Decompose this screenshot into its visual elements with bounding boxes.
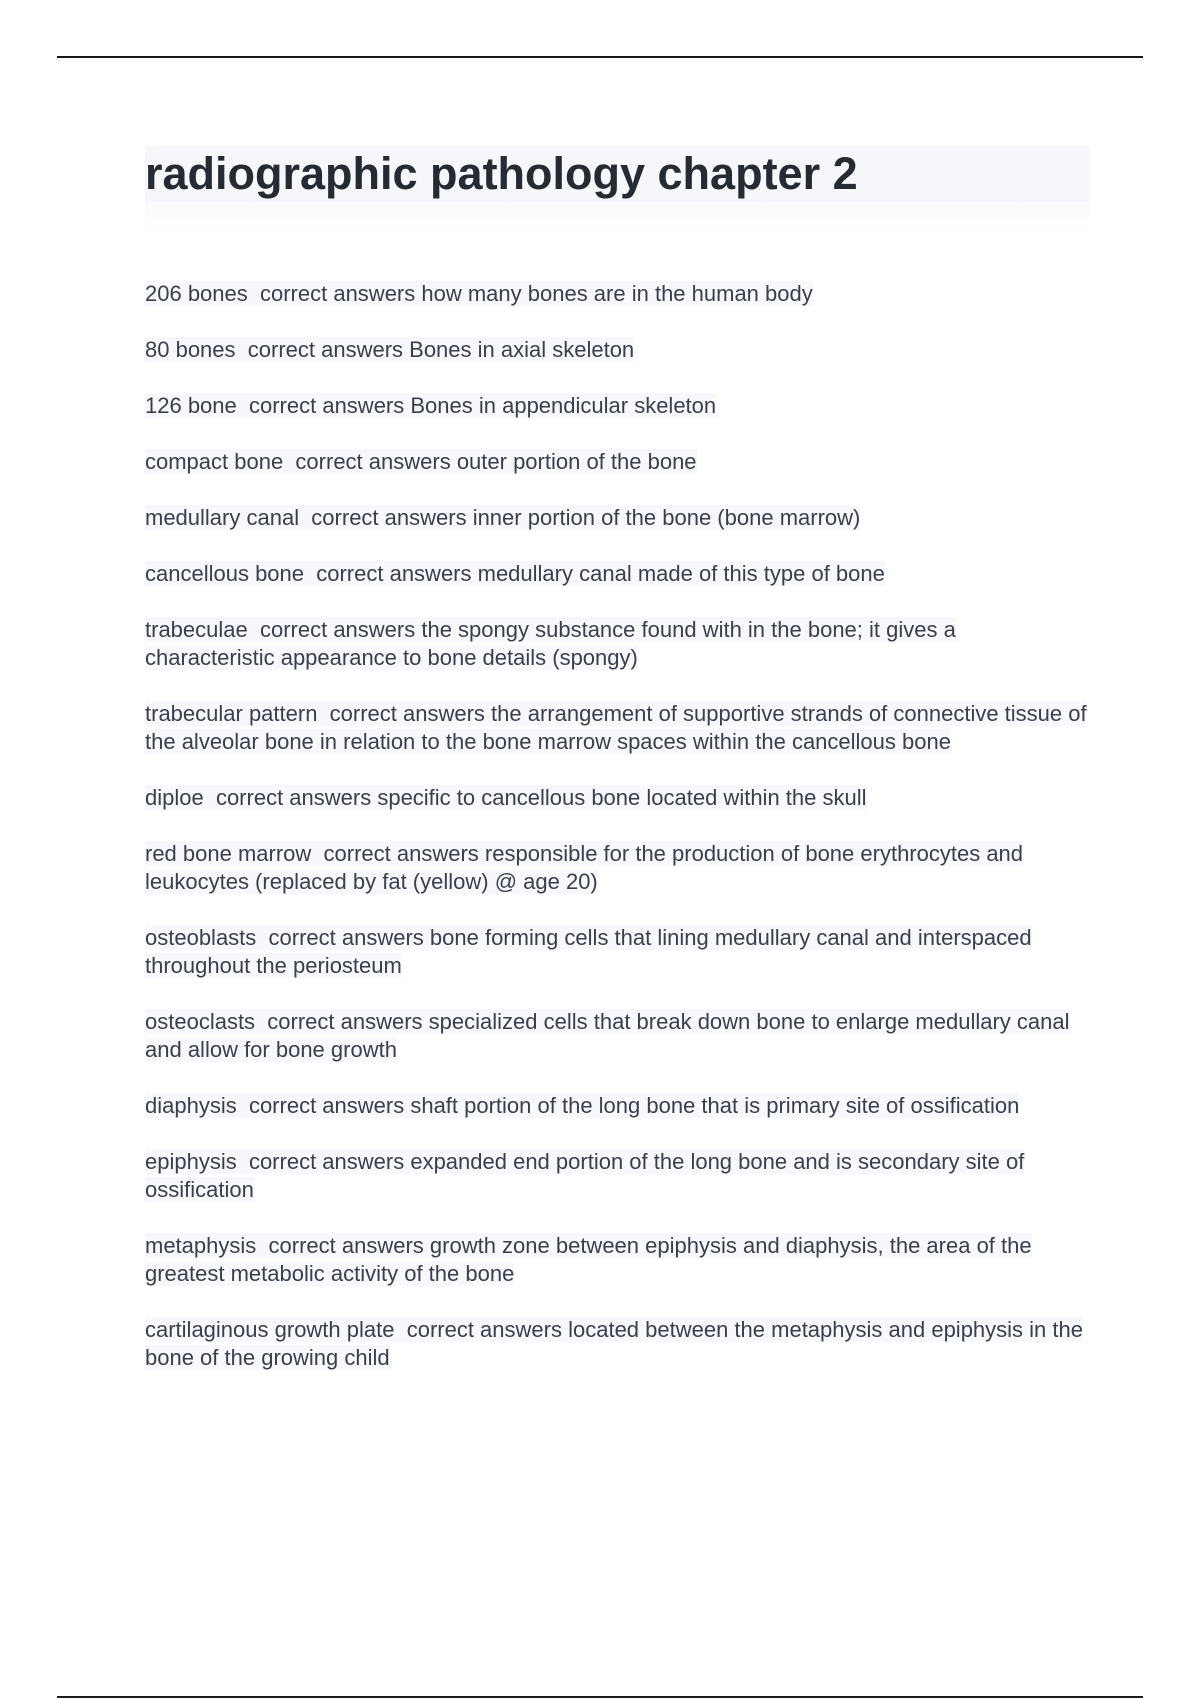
- card-definition: the arrangement of supportive strands of connective tissue of the alveolar bone in relation to the bone marrow spaces within the cancellous bone: [145, 701, 1087, 754]
- card-term: 126 bone: [145, 393, 237, 418]
- card-definition: medullary canal made of this type of bone: [477, 561, 885, 586]
- card-definition: Bones in axial skeleton: [409, 337, 635, 362]
- card-term: metaphysis: [145, 1233, 257, 1258]
- card-definition: specialized cells that break down bone to enlarge medullary canal and allow for bone growth: [145, 1009, 1070, 1062]
- document-body: [145, 146, 1090, 1400]
- card-separator: correct answers: [236, 1093, 411, 1118]
- card-separator: correct answers: [283, 449, 457, 474]
- card-term: 80 bones: [145, 337, 236, 362]
- card-separator: correct answers: [311, 841, 485, 866]
- card-definition: located between the metaphysis and epiphysis in the bone of the growing child: [145, 1317, 1083, 1370]
- flashcard: [145, 1232, 1090, 1288]
- card-separator: correct answers: [256, 1233, 430, 1258]
- flashcard: [145, 700, 1090, 756]
- flashcard: [145, 924, 1090, 980]
- card-separator: correct answers: [299, 505, 473, 530]
- flashcard: [145, 784, 1090, 812]
- card-definition: expanded end portion of the long bone and is secondary site of ossification: [145, 1149, 1025, 1202]
- card-definition: growth zone between epiphysis and diaphysis, the area of the greatest metabolic activity of the bone: [145, 1233, 1032, 1286]
- card-term: medullary canal: [145, 505, 300, 530]
- flashcard: [145, 840, 1090, 896]
- card-term: trabecular pattern: [145, 701, 318, 726]
- card-term: diaphysis: [145, 1093, 237, 1118]
- bottom-rule: [57, 1696, 1143, 1698]
- card-definition: responsible for the production of bone erythrocytes and leukocytes (replaced by fat (yellow) @ age 20): [145, 841, 1024, 894]
- title-shadow-band: [145, 202, 1090, 236]
- card-separator: correct answers: [304, 561, 478, 586]
- flashcard: [145, 392, 1090, 420]
- flashcard: [145, 1008, 1090, 1064]
- card-separator: correct answers: [255, 1009, 429, 1034]
- card-separator: correct answers: [394, 1317, 569, 1342]
- card-term: 206 bones: [145, 281, 248, 306]
- card-definition: specific to cancellous bone located within the skull: [377, 785, 867, 810]
- card-term: red bone marrow: [145, 841, 312, 866]
- card-term: cancellous bone: [145, 561, 305, 586]
- card-term: osteoblasts: [145, 925, 257, 950]
- card-term: compact bone: [145, 449, 284, 474]
- card-definition: inner portion of the bone (bone marrow): [472, 505, 861, 530]
- card-separator: correct answers: [235, 337, 410, 362]
- card-term: cartilaginous growth plate: [145, 1317, 395, 1342]
- flashcard: [145, 1092, 1090, 1120]
- card-separator: correct answers: [317, 701, 492, 726]
- card-definition: shaft portion of the long bone that is primary site of ossification: [410, 1093, 1020, 1118]
- flashcard: [145, 1148, 1090, 1204]
- card-separator: correct answers: [256, 925, 430, 950]
- card-separator: correct answers: [247, 281, 422, 306]
- card-definition: Bones in appendicular skeleton: [410, 393, 717, 418]
- flashcard: [145, 504, 1090, 532]
- flashcard-list: [145, 280, 1090, 1372]
- flashcard: [145, 280, 1090, 308]
- card-separator: correct answers: [203, 785, 378, 810]
- card-separator: correct answers: [236, 1149, 411, 1174]
- flashcard: [145, 448, 1090, 476]
- flashcard: [145, 616, 1090, 672]
- card-term: trabeculae: [145, 617, 248, 642]
- card-definition: how many bones are in the human body: [421, 281, 813, 306]
- flashcard: [145, 336, 1090, 364]
- flashcard: [145, 560, 1090, 588]
- top-rule: [57, 56, 1143, 58]
- card-term: epiphysis: [145, 1149, 237, 1174]
- card-definition: the spongy substance found with in the bone; it gives a characteristic appearance to bone details (spongy): [145, 617, 956, 670]
- card-term: osteoclasts: [145, 1009, 256, 1034]
- card-separator: correct answers: [236, 393, 411, 418]
- page-title: radiographic pathology chapter 2: [145, 146, 1090, 202]
- card-definition: outer portion of the bone: [456, 449, 697, 474]
- flashcard: [145, 1316, 1090, 1372]
- card-term: diploe: [145, 785, 204, 810]
- card-separator: correct answers: [247, 617, 422, 642]
- card-definition: bone forming cells that lining medullary canal and interspaced throughout the periosteum: [145, 925, 1032, 978]
